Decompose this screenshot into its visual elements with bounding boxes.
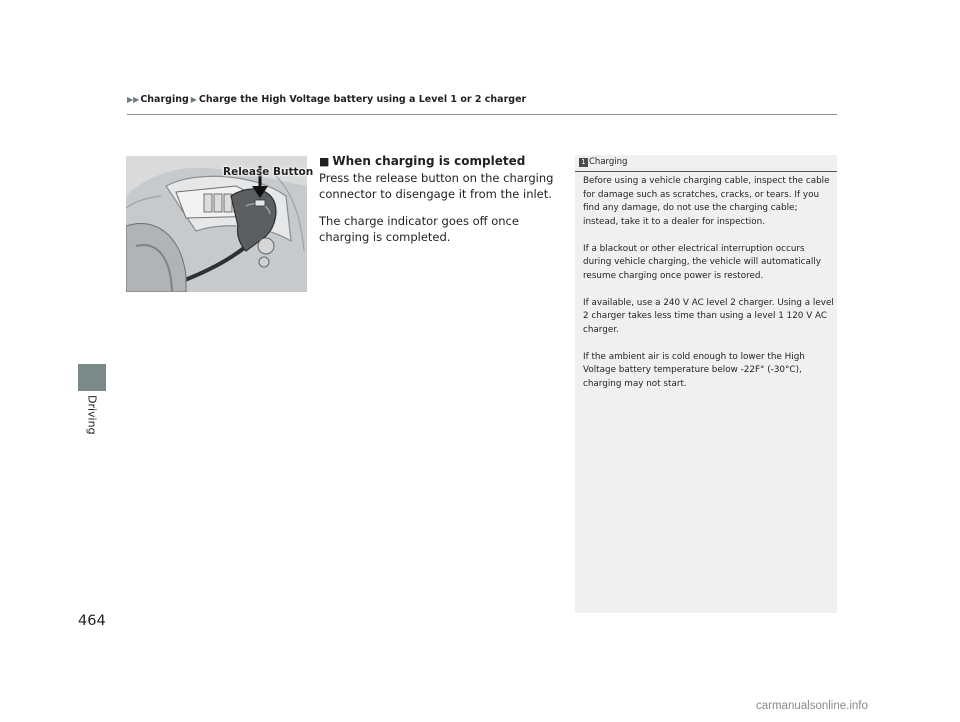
square-bullet-icon: ■ — [319, 155, 330, 168]
side-note — [575, 155, 837, 613]
section-tab — [78, 364, 106, 391]
note-paragraph: If available, use a 240 V AC level 2 charger. Using a level 2 charger takes less time than using a level 1 120 V AC charger. — [583, 297, 834, 335]
section-heading — [319, 154, 525, 168]
breadcrumb-item-current: Charge the High Voltage battery using a Level 1 or 2 charger — [198, 94, 527, 105]
side-note-rule — [575, 171, 837, 172]
breadcrumb — [127, 94, 526, 105]
side-note-title-text: Charging — [589, 157, 628, 167]
release-button-callout: Release Button — [223, 166, 314, 178]
triangle-right-icon: ▶ — [190, 95, 197, 104]
note-paragraph: If a blackout or other electrical interruption occurs during vehicle charging, the vehicle will automatically resume charging once power is restored. — [583, 243, 822, 281]
section-heading-text: When charging is completed — [332, 154, 526, 168]
note-paragraph: If the ambient air is cold enough to lower the High Voltage battery temperature below -22F° (-30°C), charging may not start. — [583, 351, 805, 389]
side-note-body — [583, 175, 835, 405]
section-label: Driving — [85, 395, 99, 435]
page-number: 464 — [78, 613, 106, 629]
reference-number-icon: 1 — [579, 158, 588, 167]
header-rule — [127, 114, 837, 115]
body-paragraph: Press the release button on the charging connector to disengage it from the inlet. — [319, 171, 554, 201]
watermark[interactable]: carmanualsonline.info — [756, 700, 868, 712]
body-paragraph: The charge indicator goes off once charging is completed. — [319, 214, 519, 244]
breadcrumb-item-charging[interactable]: Charging — [140, 94, 189, 105]
section-body — [319, 170, 564, 256]
note-paragraph: Before using a vehicle charging cable, inspect the cable for damage such as scratches, cracks, or tears. If you find any damage, do not use the charging cable; instead, take it to a dealer for inspection. — [583, 176, 830, 227]
side-note-title — [579, 157, 627, 167]
double-triangle-right-icon: ▶▶ — [127, 95, 140, 104]
